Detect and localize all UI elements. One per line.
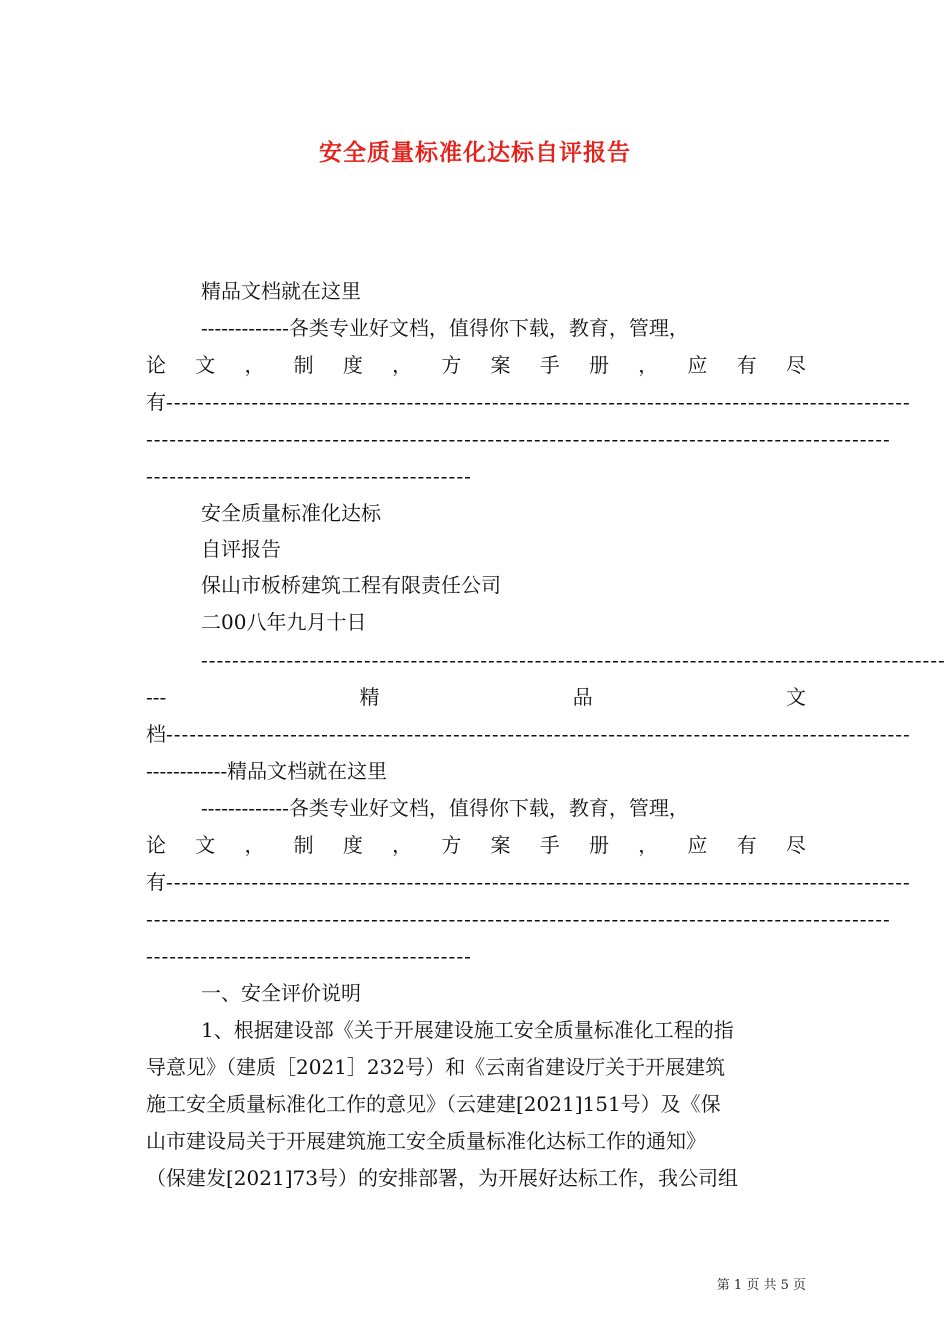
promo-char: 尽 (785, 353, 806, 377)
promo-char: 有 (736, 353, 757, 377)
promo-char: ， (638, 353, 659, 377)
promo-char: 案 (490, 353, 511, 377)
promo-char: 手 (539, 833, 560, 857)
separator-line (146, 682, 806, 712)
promo-char: 案 (490, 833, 511, 857)
promo-char: 文 (195, 353, 216, 377)
body-line: 导意见》（建质［2021］232号）和《云南省建设厅关于开展建筑 (146, 1055, 726, 1079)
promo-line-3 (146, 387, 911, 417)
dash-rule: ------------------------------------------------------------------------------------------------ (166, 870, 911, 894)
promo-char: 制 (293, 353, 314, 377)
dash-rule: ------------------------------------------------------------------------------------------------ (146, 427, 891, 451)
separator-line-2 (146, 719, 911, 749)
section-heading: 一、安全评价说明 (201, 981, 361, 1005)
promo-line-1: -------------各类专业好文档，值得你下载，教育，管理， (201, 796, 689, 820)
separator-char: 品 (572, 685, 593, 709)
dash-rule: ------------------------------------------ (146, 464, 472, 488)
promo-char: ， (392, 833, 413, 857)
report-date: 二00八年九月十日 (201, 610, 367, 634)
cover-title-2: 自评报告 (201, 537, 281, 561)
promo-char: 度 (342, 833, 363, 857)
promo-char: 方 (441, 353, 462, 377)
promo-char: 册 (588, 353, 609, 377)
promo-line-3-lead: 有 (146, 870, 166, 894)
promo-char: 尽 (785, 833, 806, 857)
separator-char: 精 (359, 685, 380, 709)
promo-char: 论 (146, 353, 166, 377)
promo-heading: 精品文档就在这里 (201, 279, 361, 303)
dash-rule: ------------------------------------------------------------------------------------------------ (166, 722, 911, 746)
promo-line-3-lead: 有 (146, 390, 166, 414)
dash-rule: ------------------------------------------------------------------------------------------------ (146, 907, 891, 931)
dash-rule: ------------------------------------------------------------------------------------------------ (166, 390, 911, 414)
separator-prefix: --- (146, 685, 167, 709)
promo-line-1: -------------各类专业好文档，值得你下载，教育，管理， (201, 316, 689, 340)
promo-char: ， (392, 353, 413, 377)
body-line: （保建发[2021]73号）的安排部署，为开展好达标工作，我公司组 (146, 1166, 738, 1190)
promo-char: 方 (441, 833, 462, 857)
dash-rule: ------------------------------------------------------------------------------------------------ (201, 648, 946, 672)
promo-char: ， (244, 833, 265, 857)
promo-char: 册 (588, 833, 609, 857)
company-name: 保山市板桥建筑工程有限责任公司 (201, 573, 501, 597)
dash-rule: ------------------------------------------ (146, 944, 472, 968)
page-number: 第 1 页 共 5 页 (716, 1278, 806, 1293)
promo-line-3 (146, 867, 911, 897)
promo-char: 应 (687, 833, 708, 857)
body-line: 1、根据建设部《关于开展建设施工安全质量标准化工程的指 (201, 1018, 734, 1042)
promo-char: 有 (736, 833, 757, 857)
separator-line-3: ------------精品文档就在这里 (146, 759, 388, 783)
cover-title-1: 安全质量标准化达标 (201, 501, 381, 525)
separator-line-2-lead: 档 (146, 722, 166, 746)
document-title: 安全质量标准化达标自评报告 (319, 139, 631, 166)
body-line: 施工安全质量标准化工作的意见》（云建建[2021]151号）及《保 (146, 1092, 721, 1116)
promo-char: ， (244, 353, 265, 377)
body-line: 山市建设局关于开展建筑施工安全质量标准化达标工作的通知》 (146, 1129, 706, 1153)
promo-char: 制 (293, 833, 314, 857)
promo-char: 度 (342, 353, 363, 377)
promo-char: 应 (687, 353, 708, 377)
promo-char: 文 (195, 833, 216, 857)
promo-line-2 (146, 350, 806, 380)
promo-char: 论 (146, 833, 166, 857)
separator-char: 文 (785, 685, 806, 709)
promo-char: ， (638, 833, 659, 857)
promo-line-2 (146, 830, 806, 860)
promo-char: 手 (539, 353, 560, 377)
